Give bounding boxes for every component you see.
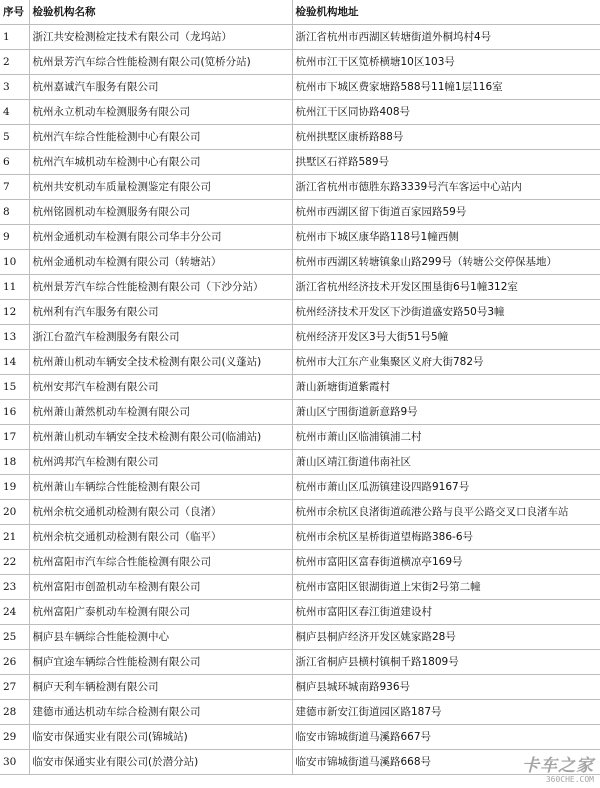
cell-agency-address: 杭州市西湖区留下街道百家园路59号 <box>292 200 600 225</box>
cell-agency-address: 杭州市萧山区临浦镇浦二村 <box>292 425 600 450</box>
cell-agency-name: 杭州安邦汽车检测有限公司 <box>29 375 292 400</box>
cell-agency-name: 杭州萧山机动车辆安全技术检测有限公司(义蓬站) <box>29 350 292 375</box>
table-row <box>0 500 600 525</box>
cell-serial-number: 17 <box>0 425 29 450</box>
cell-agency-address: 建德市新安江街道园区路187号 <box>292 700 600 725</box>
cell-agency-name: 杭州金通机动车检测有限公司（转塘站） <box>29 250 292 275</box>
table-row <box>0 425 600 450</box>
table-row <box>0 250 600 275</box>
table-row <box>0 650 600 675</box>
table-row <box>0 100 600 125</box>
cell-agency-address: 杭州市江干区笕桥横塘10区103号 <box>292 50 600 75</box>
cell-agency-address: 杭州市富阳区银湖街道上宋街2号第二幢 <box>292 575 600 600</box>
watermark-logo-text: 卡车之家 <box>522 756 594 776</box>
cell-agency-name: 桐庐天利车辆检测有限公司 <box>29 675 292 700</box>
cell-serial-number: 16 <box>0 400 29 425</box>
cell-serial-number: 6 <box>0 150 29 175</box>
cell-serial-number: 19 <box>0 475 29 500</box>
table-row <box>0 550 600 575</box>
cell-agency-address: 杭州市余杭区星桥街道望梅路386-6号 <box>292 525 600 550</box>
cell-agency-name: 临安市保通实业有限公司(於潜分站) <box>29 750 292 775</box>
cell-agency-address: 浙江省桐庐县横村镇桐千路1809号 <box>292 650 600 675</box>
cell-serial-number: 26 <box>0 650 29 675</box>
cell-agency-address: 杭州市西湖区转塘镇象山路299号（转塘公交停保基地） <box>292 250 600 275</box>
table-row <box>0 600 600 625</box>
cell-agency-name: 杭州萧山萧然机动车检测有限公司 <box>29 400 292 425</box>
watermark-domain: 360CHE.COM <box>545 775 594 784</box>
cell-serial-number: 18 <box>0 450 29 475</box>
cell-serial-number: 8 <box>0 200 29 225</box>
cell-agency-name: 杭州萧山机动车辆安全技术检测有限公司(临浦站) <box>29 425 292 450</box>
cell-agency-name: 杭州鸿邦汽车检测有限公司 <box>29 450 292 475</box>
table-row <box>0 200 600 225</box>
cell-agency-name: 杭州永立机动车检测服务有限公司 <box>29 100 292 125</box>
cell-agency-address: 杭州市富阳区富春街道横凉亭169号 <box>292 550 600 575</box>
cell-agency-address: 浙江省杭州市德胜东路3339号汽车客运中心站内 <box>292 175 600 200</box>
cell-agency-address: 临安市锦城街道马溪路668号 <box>292 750 600 775</box>
cell-agency-address: 临安市锦城街道马溪路667号 <box>292 725 600 750</box>
table-row <box>0 125 600 150</box>
cell-agency-name: 杭州铭圆机动车检测服务有限公司 <box>29 200 292 225</box>
table-row <box>0 625 600 650</box>
cell-agency-name: 杭州汽车城机动车检测中心有限公司 <box>29 150 292 175</box>
cell-agency-name: 建德市通达机动车综合检测有限公司 <box>29 700 292 725</box>
cell-agency-address: 杭州市下城区康华路118号1幢西侧 <box>292 225 600 250</box>
cell-agency-name: 杭州景芳汽车综合性能检测有限公司（下沙分站） <box>29 275 292 300</box>
table-row <box>0 175 600 200</box>
cell-serial-number: 24 <box>0 600 29 625</box>
table-header-row <box>0 0 600 25</box>
table-row <box>0 375 600 400</box>
cell-agency-address: 杭州市余杭区良渚街道疏港公路与良平公路交叉口良渚车站 <box>292 500 600 525</box>
cell-agency-name: 浙江台盈汽车检测服务有限公司 <box>29 325 292 350</box>
cell-agency-address: 杭州市下城区费家塘路588号11幢1层116室 <box>292 75 600 100</box>
table-row <box>0 150 600 175</box>
cell-agency-address: 萧山区宁围街道新意路9号 <box>292 400 600 425</box>
cell-agency-address: 杭州市大江东产业集聚区义府大街782号 <box>292 350 600 375</box>
cell-agency-address: 杭州市富阳区春江街道建设村 <box>292 600 600 625</box>
cell-agency-name: 杭州利有汽车服务有限公司 <box>29 300 292 325</box>
table-row <box>0 25 600 50</box>
cell-serial-number: 5 <box>0 125 29 150</box>
cell-serial-number: 15 <box>0 375 29 400</box>
cell-serial-number: 3 <box>0 75 29 100</box>
cell-agency-name: 杭州富阳市创盈机动车检测有限公司 <box>29 575 292 600</box>
table-body <box>0 25 600 775</box>
cell-serial-number: 22 <box>0 550 29 575</box>
header-agency-name: 检验机构名称 <box>29 0 292 25</box>
cell-serial-number: 11 <box>0 275 29 300</box>
cell-agency-address: 杭州经济开发区3号大街51号5幢 <box>292 325 600 350</box>
table-row <box>0 400 600 425</box>
cell-agency-name: 杭州富阳广泰机动车检测有限公司 <box>29 600 292 625</box>
cell-agency-name: 杭州余杭交通机动检测有限公司（临平） <box>29 525 292 550</box>
cell-agency-address: 杭州江干区同协路408号 <box>292 100 600 125</box>
cell-agency-address: 萧山区靖江街道伟南社区 <box>292 450 600 475</box>
cell-serial-number: 23 <box>0 575 29 600</box>
cell-agency-name: 杭州嘉诚汽车服务有限公司 <box>29 75 292 100</box>
cell-serial-number: 21 <box>0 525 29 550</box>
table-row <box>0 725 600 750</box>
table-row <box>0 450 600 475</box>
cell-agency-name: 杭州金通机动车检测有限公司华丰分公司 <box>29 225 292 250</box>
table-row <box>0 525 600 550</box>
cell-serial-number: 10 <box>0 250 29 275</box>
cell-agency-name: 临安市保通实业有限公司(锦城站) <box>29 725 292 750</box>
table-row <box>0 75 600 100</box>
cell-agency-name: 杭州余杭交通机动检测有限公司（良渚） <box>29 500 292 525</box>
table-row <box>0 675 600 700</box>
cell-agency-address: 浙江省杭州市西湖区转塘街道外桐坞村4号 <box>292 25 600 50</box>
cell-agency-address: 萧山新塘街道紫霞村 <box>292 375 600 400</box>
cell-agency-name: 桐庐宜途车辆综合性能检测有限公司 <box>29 650 292 675</box>
table-row <box>0 325 600 350</box>
cell-serial-number: 29 <box>0 725 29 750</box>
cell-agency-address: 拱墅区石祥路589号 <box>292 150 600 175</box>
table-row <box>0 750 600 775</box>
cell-agency-address: 浙江省杭州经济技术开发区围垦街6号1幢312室 <box>292 275 600 300</box>
table-row <box>0 575 600 600</box>
header-agency-address: 检验机构地址 <box>292 0 600 25</box>
cell-serial-number: 2 <box>0 50 29 75</box>
table-row <box>0 700 600 725</box>
cell-serial-number: 30 <box>0 750 29 775</box>
table-row <box>0 475 600 500</box>
cell-agency-address: 桐庐县城环城南路936号 <box>292 675 600 700</box>
cell-agency-address: 杭州经济技术开发区下沙街道盛安路50号3幢 <box>292 300 600 325</box>
cell-serial-number: 9 <box>0 225 29 250</box>
table-row <box>0 50 600 75</box>
cell-serial-number: 14 <box>0 350 29 375</box>
cell-serial-number: 12 <box>0 300 29 325</box>
cell-agency-address: 杭州市萧山区瓜沥镇建设四路9167号 <box>292 475 600 500</box>
cell-agency-address: 杭州拱墅区康桥路88号 <box>292 125 600 150</box>
cell-serial-number: 7 <box>0 175 29 200</box>
cell-serial-number: 27 <box>0 675 29 700</box>
cell-serial-number: 25 <box>0 625 29 650</box>
cell-agency-address: 桐庐县桐庐经济开发区姚家路28号 <box>292 625 600 650</box>
cell-serial-number: 1 <box>0 25 29 50</box>
table-row <box>0 275 600 300</box>
cell-agency-name: 杭州萧山车辆综合性能检测有限公司 <box>29 475 292 500</box>
cell-agency-name: 桐庐县车辆综合性能检测中心 <box>29 625 292 650</box>
cell-serial-number: 20 <box>0 500 29 525</box>
cell-agency-name: 杭州共安机动车质量检测鉴定有限公司 <box>29 175 292 200</box>
cell-serial-number: 4 <box>0 100 29 125</box>
cell-agency-name: 杭州景芳汽车综合性能检测有限公司(笕桥分站) <box>29 50 292 75</box>
table-row <box>0 225 600 250</box>
cell-agency-name: 杭州汽车综合性能检测中心有限公司 <box>29 125 292 150</box>
table-row <box>0 350 600 375</box>
site-watermark <box>522 758 594 784</box>
cell-agency-name: 浙江共安检测检定技术有限公司（龙坞站） <box>29 25 292 50</box>
table-row <box>0 300 600 325</box>
cell-agency-name: 杭州富阳市汽车综合性能检测有限公司 <box>29 550 292 575</box>
header-serial-number: 序号 <box>0 0 29 25</box>
cell-serial-number: 28 <box>0 700 29 725</box>
cell-serial-number: 13 <box>0 325 29 350</box>
